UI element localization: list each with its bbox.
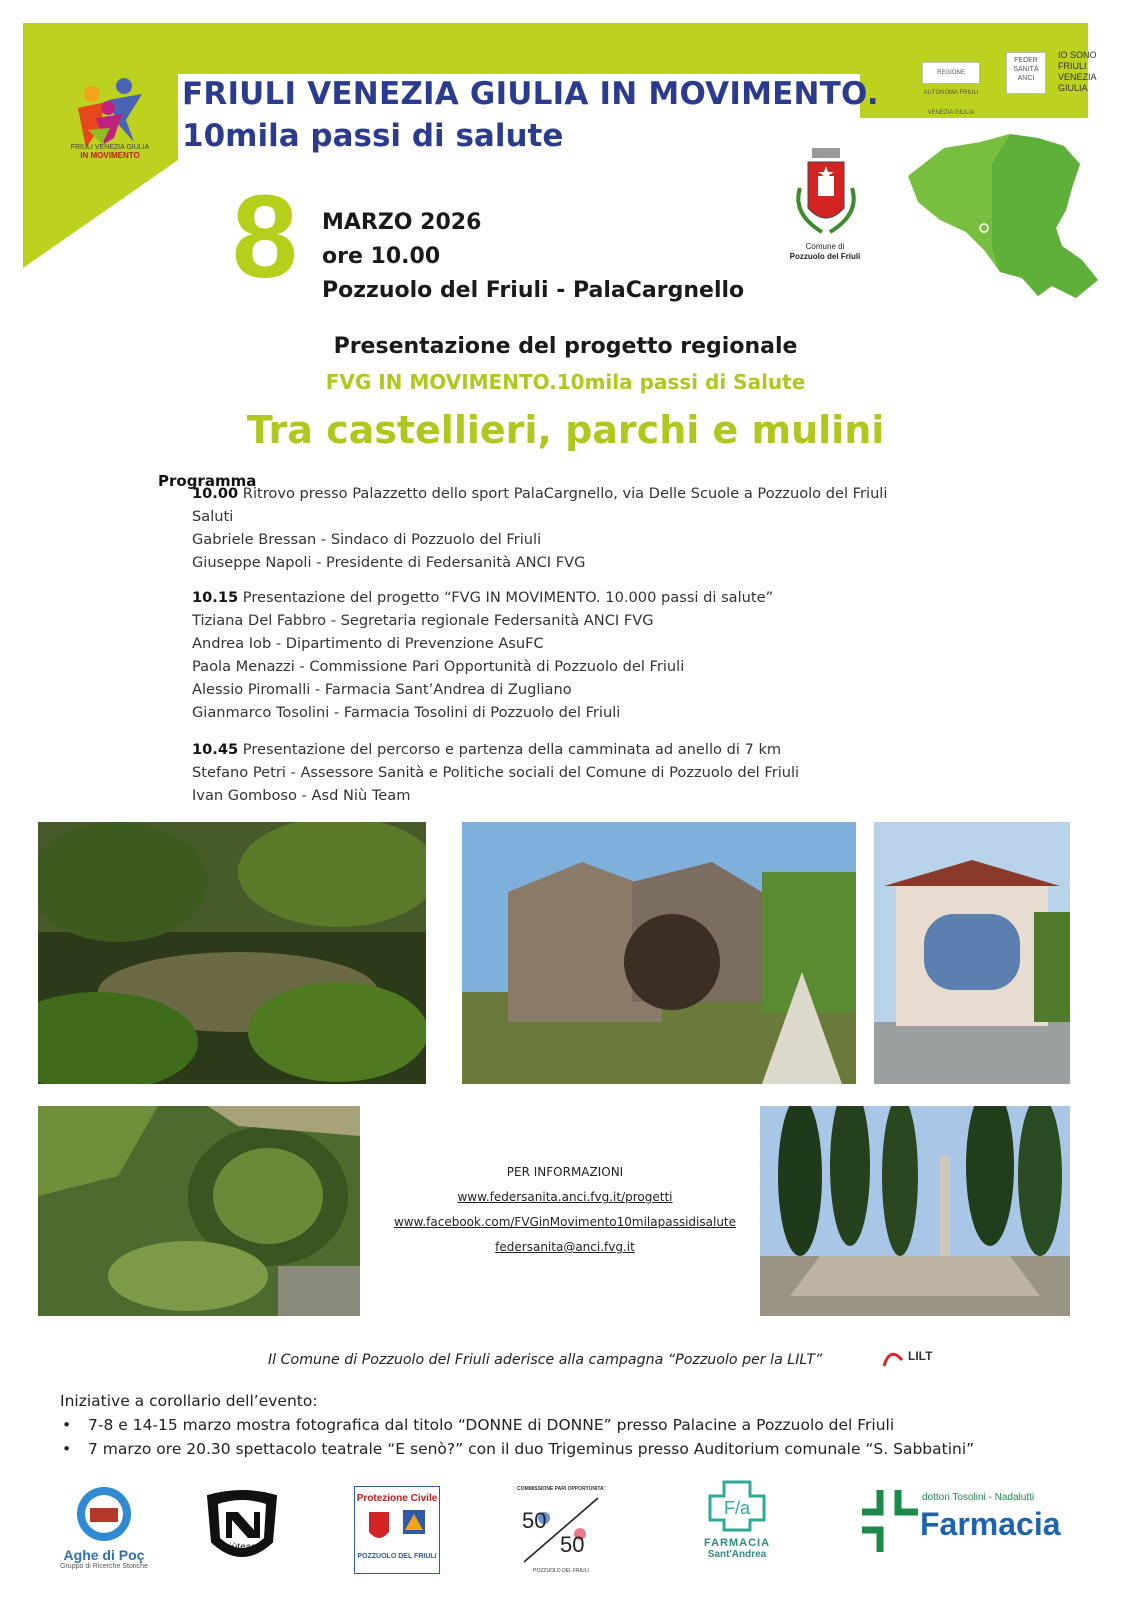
cpo-50-left: 50 (522, 1508, 547, 1533)
program-block-1000 (192, 482, 952, 574)
cpo-subtitle: POZZUOLO DEL FRIULI (533, 1568, 589, 1574)
iniziativa-item: • 7-8 e 14-15 marzo mostra fotografica dal titolo “DONNE di DONNE” presso Palacine a Pozzuolo del Friuli (62, 1416, 895, 1434)
fvg-logo-main: IN MOVIMENTO (80, 151, 140, 160)
fvg-logo-top: FRIULI VENEZIA GIULIA (70, 144, 150, 151)
presentation-heading: Presentazione del progetto regionale (333, 334, 798, 359)
iniziativa-text: 7-8 e 14-15 marzo mostra fotografica dal titolo “DONNE di DONNE” presso Palacine a Pozzuolo del Friuli (88, 1416, 895, 1434)
program-time: 10.15 (192, 589, 239, 606)
title-line-2: 10mila passi di salute (182, 118, 564, 154)
comune-caption (766, 242, 884, 262)
program-item-1045 (192, 738, 952, 761)
aghe-di-poc-icon (54, 1486, 154, 1542)
program-block-1015 (192, 586, 952, 724)
farmacia-label: FARMACIA (703, 1537, 771, 1549)
photo-river-woods (38, 822, 426, 1084)
program-item-1015 (192, 586, 952, 609)
event-month-year: MARZO 2026 (322, 210, 482, 235)
pc-subtitle: POZZUOLO DEL FRIULI (357, 1553, 437, 1560)
fvg-region-map (888, 128, 1104, 312)
farmacia-tosolini-title: Farmacia (920, 1506, 1061, 1542)
farmacia-tosolini-cross-icon (860, 1486, 920, 1556)
lilt-logo-text: LILT (908, 1349, 933, 1363)
fvg-logo-caption (60, 144, 160, 161)
cpo-50-right: 50 (560, 1532, 585, 1557)
niu-team-text: niùteam (224, 1542, 260, 1553)
niu-team-shield-icon (202, 1486, 282, 1572)
pc-title: Protezione Civile (356, 1493, 438, 1504)
programma-heading: Programma (158, 472, 257, 490)
program-line: Paola Menazzi - Commissione Pari Opportunità di Pozzuolo del Friuli (192, 658, 685, 675)
cpo-title: COMMISSIONE PARI OPPORTUNITA' (517, 1486, 605, 1492)
iniziative-heading: Iniziative a corollario dell’evento: (60, 1392, 318, 1410)
svg-text:F/a: F/a (723, 1498, 751, 1518)
program-text: Presentazione del progetto “FVG IN MOVIMENTO. 10.000 passi di salute” (238, 589, 774, 606)
program-line: Alessio Piromalli - Farmacia Sant’Andrea di Zugliano (192, 681, 572, 698)
comune-caption-2: Pozzuolo del Friuli (789, 252, 861, 261)
aghe-di-poc-logo (54, 1486, 154, 1570)
event-place: Pozzuolo del Friuli - PalaCargnello (322, 278, 745, 303)
farmacia-tosolini-doctors: dottori Tosolini - Nadalutti (922, 1492, 1035, 1503)
program-block-1045 (192, 738, 952, 807)
link-federsanita-progetti[interactable]: www.federsanita.anci.fvg.it/progetti (457, 1190, 673, 1204)
photo-cypress-monument (760, 1106, 1070, 1316)
program-line: Saluti (192, 508, 234, 525)
program-line: Gabriele Bressan - Sindaco di Pozzuolo del Friuli (192, 531, 542, 548)
event-time: ore 10.00 (322, 244, 441, 269)
program-item-1000 (192, 482, 952, 505)
farmacia-name: Sant'Andrea (707, 1549, 767, 1560)
link-email[interactable]: federsanita@anci.fvg.it (495, 1240, 635, 1254)
program-line: Giuseppe Napoli - Presidente di Federsanità ANCI FVG (192, 554, 586, 571)
iniziativa-item: • 7 marzo ore 20.30 spettacolo teatrale “E senò?” con il duo Trigeminus presso Auditorium comunale “S. Sabbatini” (62, 1440, 975, 1458)
commissione-pari-opportunita-logo (516, 1486, 606, 1576)
program-line: Andrea Iob - Dipartimento di Prevenzione AsuFC (192, 635, 544, 652)
farmacia-tosolini-logo (860, 1486, 1060, 1566)
farmacia-cross-icon (692, 1480, 782, 1532)
program-text: Ritrovo presso Palazzetto dello sport PalaCargnello, via Delle Scuole a Pozzuolo del Friuli (238, 485, 888, 502)
event-day: 8 (232, 171, 298, 303)
aghe-subtitle: Gruppo di Ricerche Storiche (60, 1563, 148, 1570)
program-time: 10.45 (192, 741, 239, 758)
link-facebook[interactable]: www.facebook.com/FVGinMovimento10milapassidisalute (393, 1215, 737, 1229)
farmacia-sant-andrea-logo (692, 1480, 782, 1570)
program-time: 10.00 (192, 485, 239, 502)
aghe-title: Aghe di Poç (63, 1547, 145, 1563)
info-box (380, 1160, 750, 1260)
protezione-civile-logo (354, 1486, 440, 1574)
title-line-1: FRIULI VENEZIA GIULIA IN MOVIMENTO. (182, 76, 879, 112)
niu-team-logo (202, 1486, 282, 1572)
lilt-logo (880, 1342, 982, 1372)
info-heading: PER INFORMAZIONI (506, 1165, 624, 1179)
program-line: Tiziana Del Fabbro - Segretaria regionale Federsanità ANCI FVG (192, 612, 654, 629)
io-sono-fvg-logo: IO SONO FRIULI VENEZIA GIULIA (1058, 50, 1097, 93)
iniziativa-text: 7 marzo ore 20.30 spettacolo teatrale “E senò?” con il duo Trigeminus presso Auditorium comunale “S. Sabbatini” (88, 1440, 975, 1458)
photo-chapel (874, 822, 1070, 1084)
comune-caption-1: Comune di (805, 242, 845, 251)
lilt-campaign-text: Il Comune di Pozzuolo del Friuli aderisce alla campagna “Pozzuolo per la LILT” (268, 1352, 823, 1368)
program-line: Gianmarco Tosolini - Farmacia Tosolini di Pozzuolo del Friuli (192, 704, 621, 721)
federsanita-logo: FEDER SANITÀ ANCI (1006, 52, 1046, 94)
program-line: Ivan Gomboso - Asd Niù Team (192, 787, 411, 804)
program-text: Presentazione del percorso e partenza della camminata ad anello di 7 km (238, 741, 782, 758)
pc-crests-icon (355, 1504, 439, 1548)
regione-fvg-logo: REGIONE AUTONOMA FRIULI VENEZIA GIULIA (922, 62, 980, 84)
project-name: FVG IN MOVIMENTO.10mila passi di Salute (325, 370, 806, 394)
photo-watermill (462, 822, 856, 1084)
photo-aerial-castelliere (38, 1106, 360, 1316)
event-tagline: Tra castellieri, parchi e mulini (246, 408, 885, 452)
program-line: Stefano Petri - Assessore Sanità e Politiche sociali del Comune di Pozzuolo del Friuli (192, 764, 800, 781)
comune-crest-icon (786, 148, 866, 250)
